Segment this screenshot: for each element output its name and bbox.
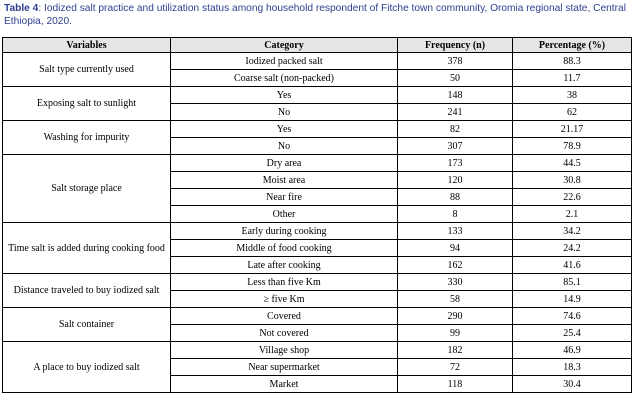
table-label: Table 4 xyxy=(4,3,39,14)
category-cell: Covered xyxy=(171,308,398,325)
variable-cell: Salt type currently used xyxy=(3,53,171,87)
table-row xyxy=(3,121,632,138)
category-cell: Near supermarket xyxy=(171,359,398,376)
frequency-cell: 82 xyxy=(398,121,513,138)
category-cell: Yes xyxy=(171,121,398,138)
category-cell: Moist area xyxy=(171,172,398,189)
frequency-cell: 120 xyxy=(398,172,513,189)
category-cell: Late after cooking xyxy=(171,257,398,274)
header-category: Category xyxy=(171,38,398,53)
frequency-cell: 182 xyxy=(398,342,513,359)
percentage-cell: 2.1 xyxy=(513,206,632,223)
table-row xyxy=(3,342,632,359)
variable-cell: A place to buy iodized salt xyxy=(3,342,171,393)
percentage-cell: 46.9 xyxy=(513,342,632,359)
frequency-cell: 162 xyxy=(398,257,513,274)
category-cell: Village shop xyxy=(171,342,398,359)
category-cell: Not covered xyxy=(171,325,398,342)
category-cell: Other xyxy=(171,206,398,223)
percentage-cell: 74.6 xyxy=(513,308,632,325)
category-cell: Less than five Km xyxy=(171,274,398,291)
frequency-cell: 307 xyxy=(398,138,513,155)
header-row xyxy=(3,38,632,53)
frequency-cell: 173 xyxy=(398,155,513,172)
category-cell: Dry area xyxy=(171,155,398,172)
frequency-cell: 8 xyxy=(398,206,513,223)
variable-cell: Washing for impurity xyxy=(3,121,171,155)
category-cell: ≥ five Km xyxy=(171,291,398,308)
frequency-cell: 72 xyxy=(398,359,513,376)
percentage-cell: 38 xyxy=(513,87,632,104)
percentage-cell: 18.3 xyxy=(513,359,632,376)
table-row xyxy=(3,53,632,70)
variable-cell: Salt storage place xyxy=(3,155,171,223)
table-row xyxy=(3,87,632,104)
table-row xyxy=(3,308,632,325)
frequency-cell: 94 xyxy=(398,240,513,257)
percentage-cell: 24.2 xyxy=(513,240,632,257)
category-cell: Market xyxy=(171,376,398,393)
table-caption xyxy=(4,2,629,28)
percentage-cell: 85.1 xyxy=(513,274,632,291)
table-row xyxy=(3,155,632,172)
percentage-cell: 62 xyxy=(513,104,632,121)
table-caption-text: : Iodized salt practice and utilization status among household respondent of Fitche town community, Oromia regional state, Central Ethiopia, 2020. xyxy=(4,3,626,27)
category-cell: Coarse salt (non-packed) xyxy=(171,70,398,87)
percentage-cell: 14.9 xyxy=(513,291,632,308)
table-row xyxy=(3,223,632,240)
percentage-cell: 25.4 xyxy=(513,325,632,342)
category-cell: Iodized packed salt xyxy=(171,53,398,70)
variable-cell: Time salt is added during cooking food xyxy=(3,223,171,274)
variable-cell: Distance traveled to buy iodized salt xyxy=(3,274,171,308)
frequency-cell: 58 xyxy=(398,291,513,308)
frequency-cell: 118 xyxy=(398,376,513,393)
percentage-cell: 78.9 xyxy=(513,138,632,155)
percentage-cell: 41.6 xyxy=(513,257,632,274)
frequency-cell: 133 xyxy=(398,223,513,240)
frequency-cell: 99 xyxy=(398,325,513,342)
frequency-cell: 330 xyxy=(398,274,513,291)
data-table xyxy=(2,37,632,393)
category-cell: Middle of food cooking xyxy=(171,240,398,257)
variable-cell: Exposing salt to sunlight xyxy=(3,87,171,121)
frequency-cell: 88 xyxy=(398,189,513,206)
category-cell: No xyxy=(171,138,398,155)
percentage-cell: 30.8 xyxy=(513,172,632,189)
table-row xyxy=(3,274,632,291)
frequency-cell: 148 xyxy=(398,87,513,104)
frequency-cell: 50 xyxy=(398,70,513,87)
category-cell: Near fire xyxy=(171,189,398,206)
category-cell: No xyxy=(171,104,398,121)
percentage-cell: 44.5 xyxy=(513,155,632,172)
table-body xyxy=(3,53,632,393)
header-variables: Variables xyxy=(3,38,171,53)
percentage-cell: 34.2 xyxy=(513,223,632,240)
variable-cell: Salt container xyxy=(3,308,171,342)
header-frequency: Frequency (n) xyxy=(398,38,513,53)
percentage-cell: 11.7 xyxy=(513,70,632,87)
percentage-cell: 21.17 xyxy=(513,121,632,138)
header-percentage: Percentage (%) xyxy=(513,38,632,53)
frequency-cell: 378 xyxy=(398,53,513,70)
category-cell: Yes xyxy=(171,87,398,104)
frequency-cell: 290 xyxy=(398,308,513,325)
percentage-cell: 30.4 xyxy=(513,376,632,393)
percentage-cell: 22.6 xyxy=(513,189,632,206)
percentage-cell: 88.3 xyxy=(513,53,632,70)
frequency-cell: 241 xyxy=(398,104,513,121)
category-cell: Early during cooking xyxy=(171,223,398,240)
